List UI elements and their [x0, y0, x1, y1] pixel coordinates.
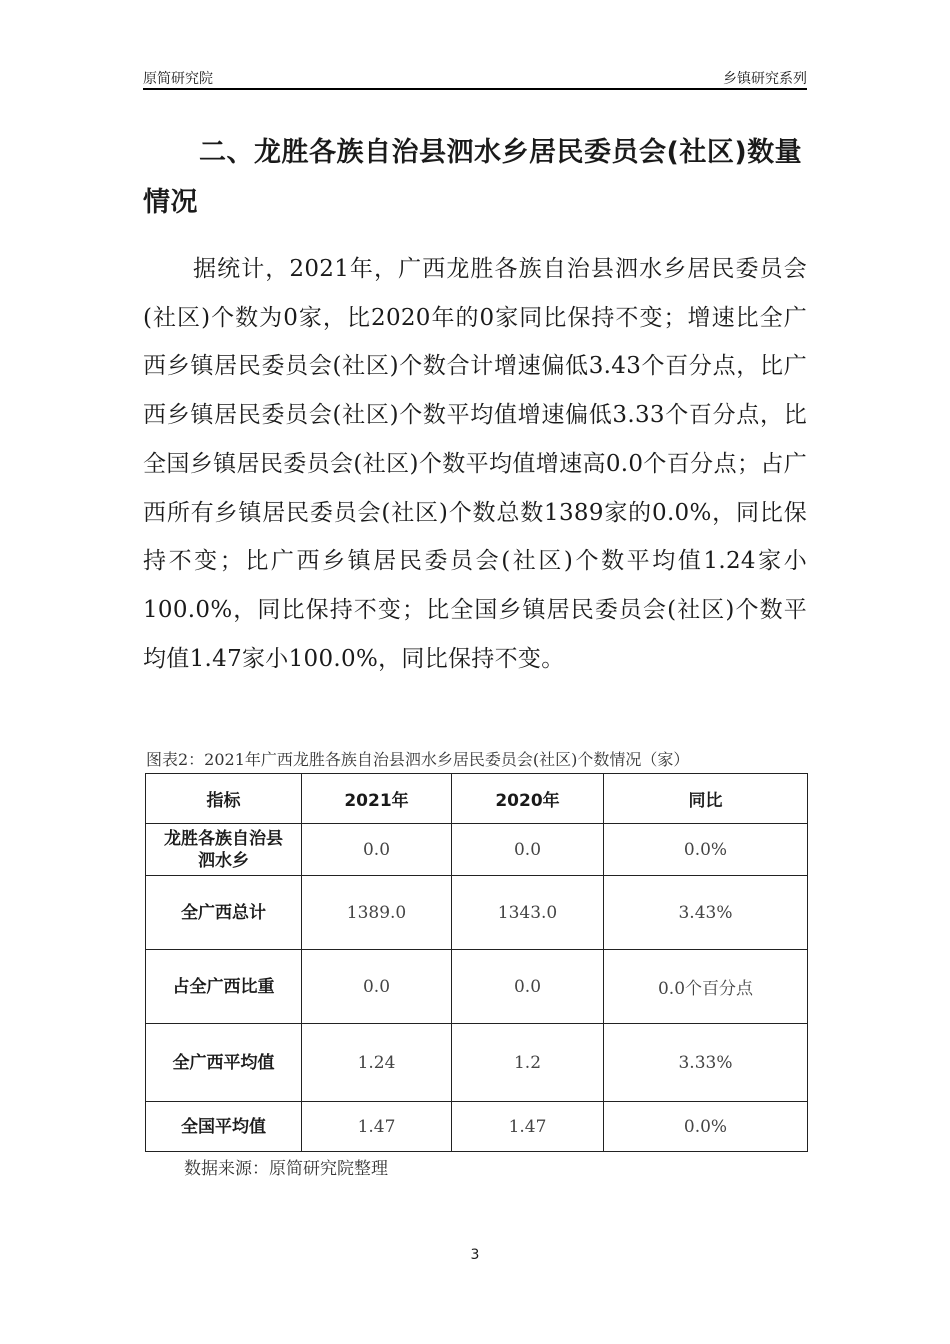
data-source-note: 数据来源：原简研究院整理 [184, 1159, 388, 1179]
data-table [145, 773, 808, 1152]
header-org-name: 原简研究院 [143, 71, 213, 87]
row-label: 占全广西比重 [146, 950, 302, 1024]
col-header-yoy: 同比 [604, 774, 808, 824]
col-header-indicator: 指标 [146, 774, 302, 824]
table-row [146, 824, 808, 876]
table-caption: 图表2：2021年广西龙胜各族自治县泗水乡居民委员会(社区)个数情况（家） [146, 750, 690, 769]
section-heading: 二、龙胜各族自治县泗水乡居民委员会(社区)数量情况 [143, 137, 803, 218]
col-header-2020: 2020年 [452, 774, 604, 824]
col-header-2021: 2021年 [302, 774, 452, 824]
cell-2021: 1.47 [302, 1102, 452, 1152]
row-label: 龙胜各族自治县泗水乡 [146, 824, 302, 876]
header-series-name: 乡镇研究系列 [723, 71, 807, 87]
cell-2020: 0.0 [452, 824, 604, 876]
table-row [146, 876, 808, 950]
cell-yoy: 0.0个百分点 [604, 950, 808, 1024]
table-row [146, 1024, 808, 1102]
table-row [146, 1102, 808, 1152]
table-row [146, 950, 808, 1024]
row-label: 全广西总计 [146, 876, 302, 950]
cell-yoy: 0.0% [604, 824, 808, 876]
cell-2021: 0.0 [302, 950, 452, 1024]
cell-2021: 1.24 [302, 1024, 452, 1102]
cell-yoy: 3.33% [604, 1024, 808, 1102]
body-paragraph: 据统计，2021年，广西龙胜各族自治县泗水乡居民委员会(社区)个数为0家，比2020年的0家同比保持不变；增速比全广西乡镇居民委员会(社区)个数合计增速偏低3.43个百分点，比广西乡镇居民委员会(社区)个数平均值增速偏低3.33个百分点，比全国乡镇居民委员会(社区)个数平均值增速高0.0个百分点；占广西所有乡镇居民委员会(社区)个数总数1389家的0.0%，同比保持不变；比广西乡镇居民委员会(社区)个数平均值1.24家小100.0%，同比保持不变；比全国乡镇居民委员会(社区)个数平均值1.47家小100.0%，同比保持不变。 [143, 256, 807, 672]
cell-2021: 0.0 [302, 824, 452, 876]
row-label: 全广西平均值 [146, 1024, 302, 1102]
page-header [143, 66, 807, 90]
cell-2020: 1343.0 [452, 876, 604, 950]
cell-2021: 1389.0 [302, 876, 452, 950]
cell-yoy: 3.43% [604, 876, 808, 950]
page-number: 3 [470, 1247, 480, 1263]
cell-2020: 0.0 [452, 950, 604, 1024]
cell-2020: 1.2 [452, 1024, 604, 1102]
cell-2020: 1.47 [452, 1102, 604, 1152]
cell-yoy: 0.0% [604, 1102, 808, 1152]
row-label: 全国平均值 [146, 1102, 302, 1152]
table-header-row [146, 774, 808, 824]
